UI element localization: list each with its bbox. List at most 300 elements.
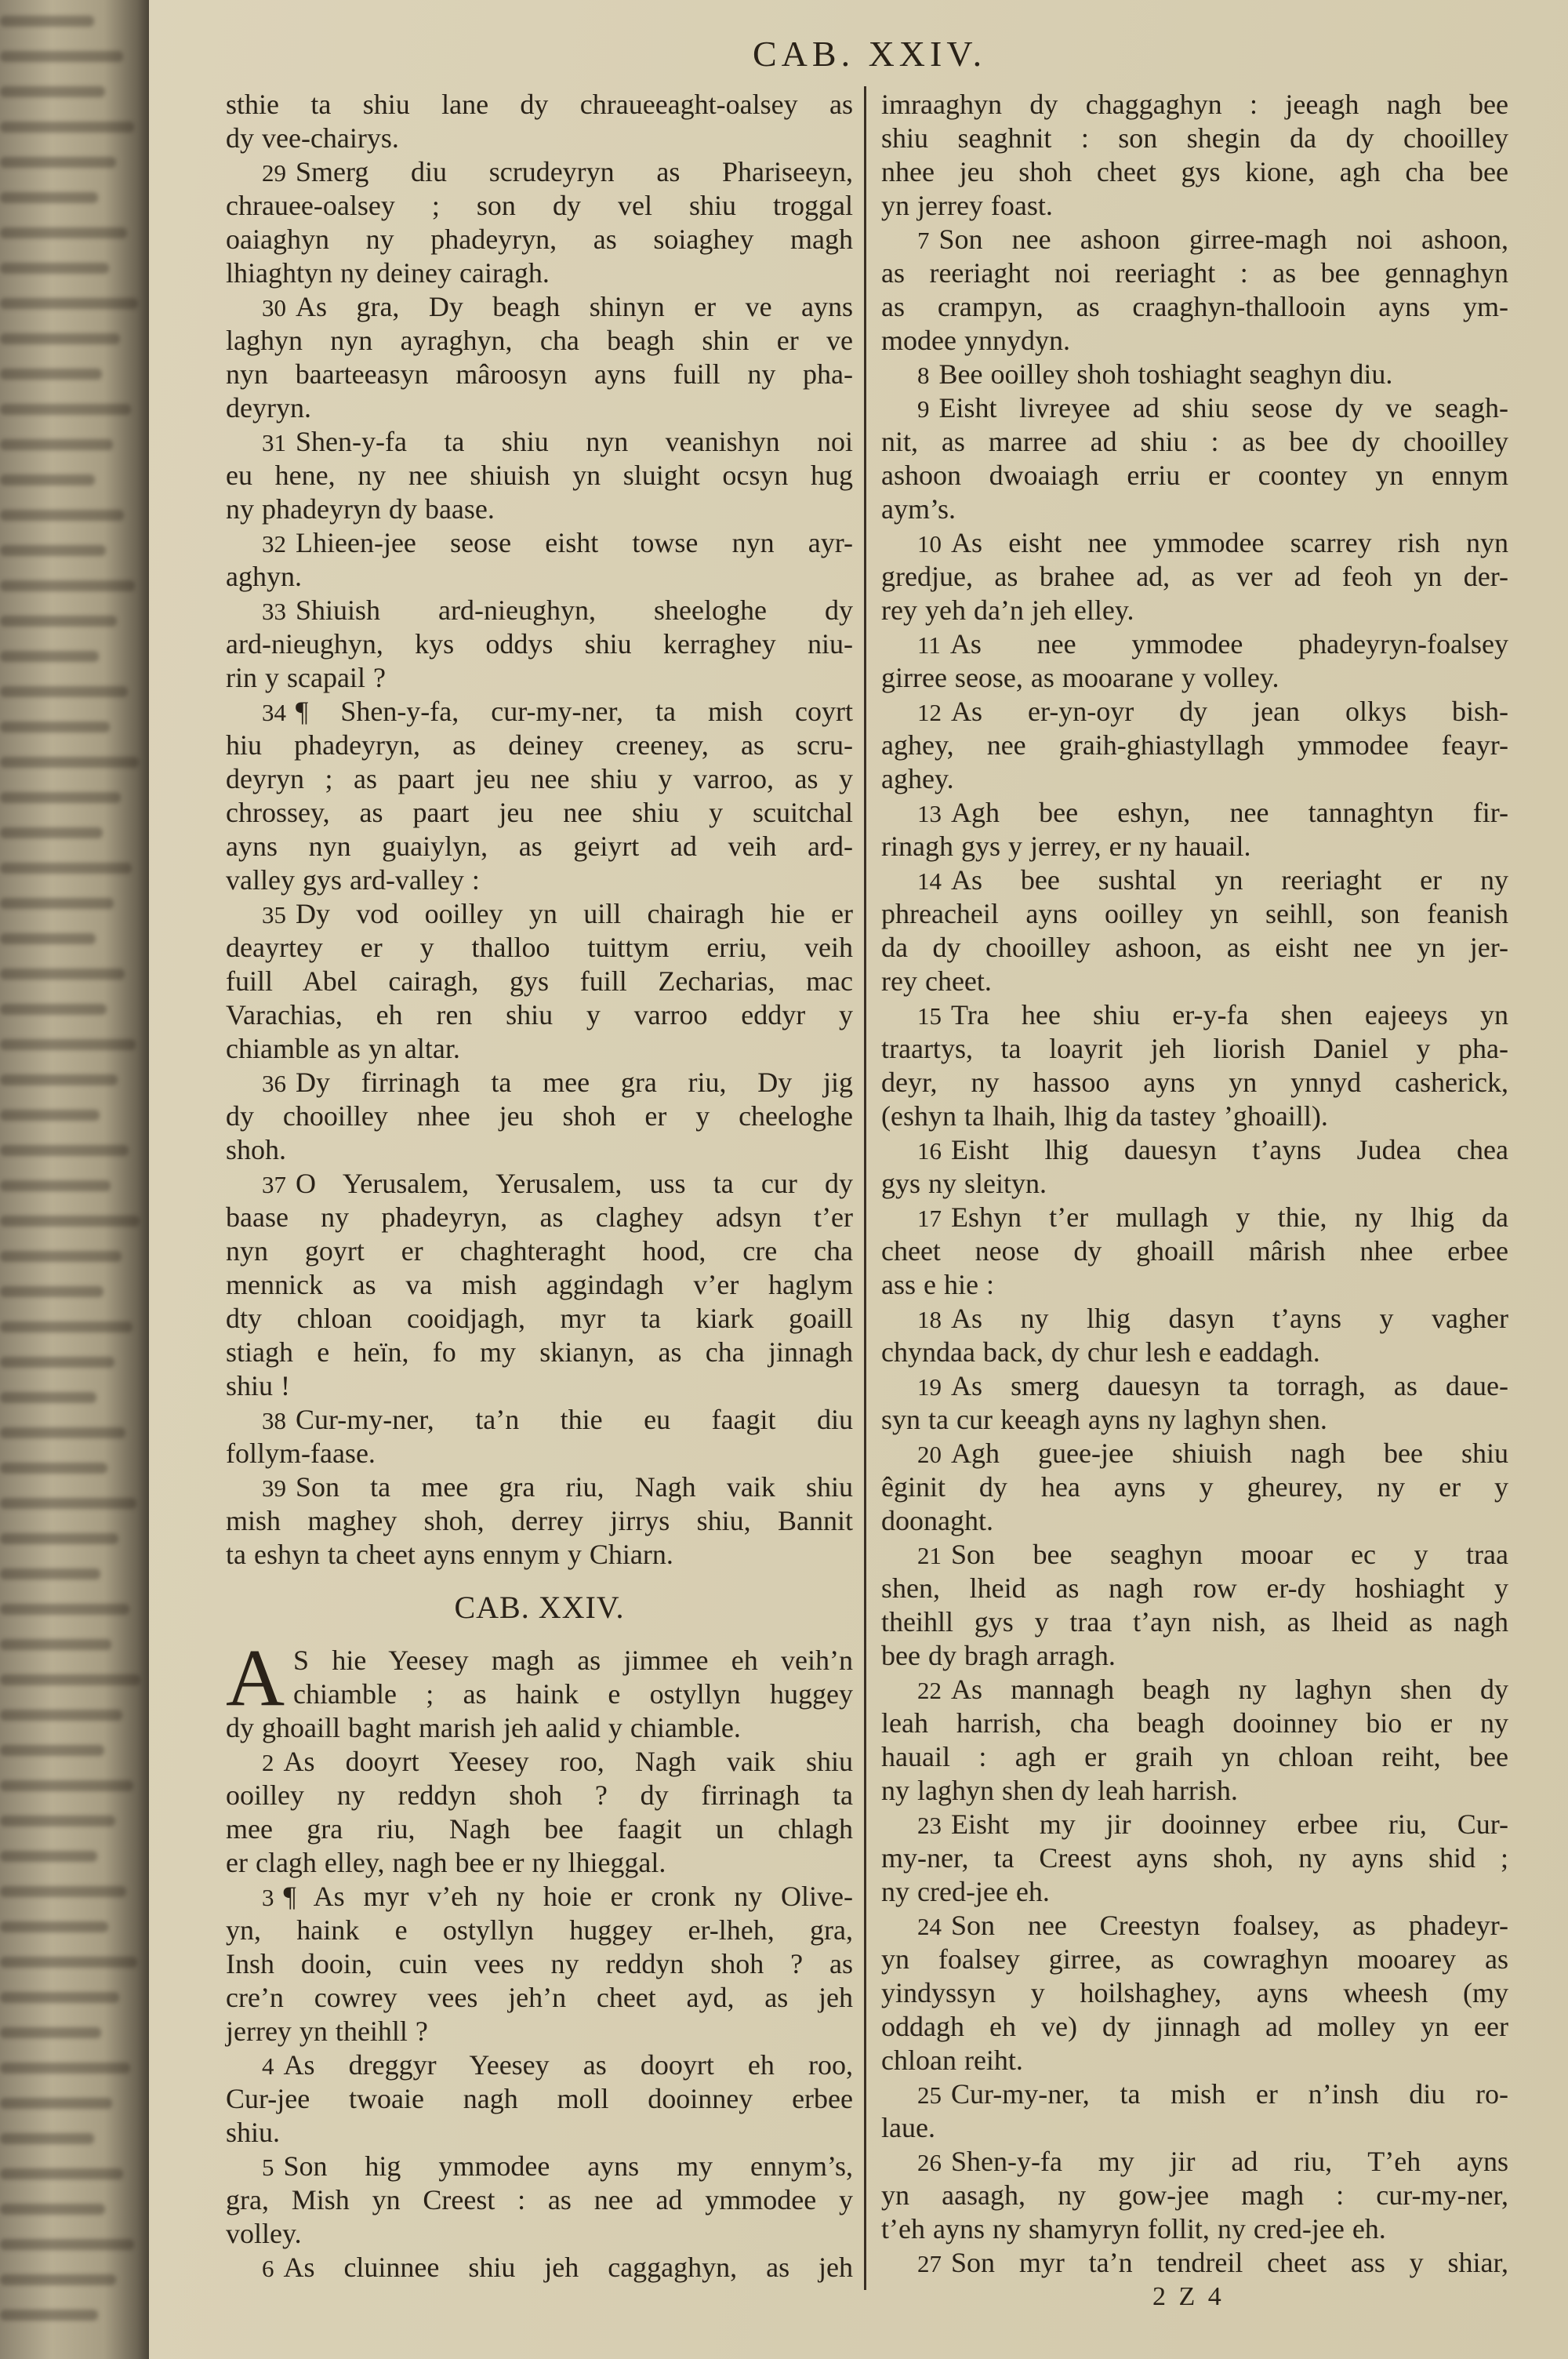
facing-page-text-blur — [0, 510, 124, 521]
text-line — [881, 1167, 1508, 1201]
facing-page-text-blur — [0, 2168, 123, 2179]
facing-page-text-blur — [0, 933, 96, 944]
signature-mark: 2 Z 4 — [1152, 2282, 1225, 2311]
text-line — [226, 2015, 853, 2048]
facing-page-text-blur — [0, 86, 105, 97]
line-text: shiu seaghnit : son shegin da dy chooilley — [881, 122, 1508, 154]
text-line — [226, 459, 853, 493]
text-line — [881, 729, 1508, 762]
line-text: oaiaghyn ny phadeyryn, as soiaghey magh — [226, 224, 853, 255]
text-line — [881, 1841, 1508, 1875]
line-text: deyryn ; as paart jeu nee shiu y varroo, as y — [226, 763, 853, 794]
line-text: imraaghyn dy chaggaghyn : jeeagh nagh bee — [881, 89, 1508, 120]
facing-page-text-blur — [0, 580, 135, 591]
text-line — [226, 897, 853, 931]
line-text: aym’s. — [881, 493, 956, 525]
right-column — [881, 88, 1508, 2280]
verse-number: 9 — [917, 395, 930, 423]
text-line — [881, 2246, 1508, 2280]
line-text: t’eh ayns ny shamyryn follit, ny cred-jee eh. — [881, 2213, 1386, 2245]
text-line — [881, 1875, 1508, 1909]
left-column — [226, 88, 853, 2284]
facing-page-text-blur — [0, 757, 139, 768]
text-line — [881, 931, 1508, 965]
line-text: chyndaa back, dy chur lesh e eaddagh. — [881, 1336, 1320, 1368]
text-line — [226, 1914, 853, 1947]
facing-page-text-blur — [0, 1604, 129, 1615]
text-line — [881, 493, 1508, 526]
line-text: deayrtey er y thalloo tuittym erriu, veih — [226, 932, 853, 963]
text-line — [226, 122, 853, 155]
text-line — [881, 2044, 1508, 2077]
running-head: CAB. XXIV. — [753, 34, 987, 74]
text-line — [881, 830, 1508, 863]
text-line — [226, 1234, 853, 1268]
facing-page-text-blur — [0, 16, 94, 27]
line-text: yn jerrey foast. — [881, 190, 1053, 221]
text-line — [226, 256, 853, 290]
text-line — [226, 830, 853, 863]
text-line — [226, 1677, 853, 1711]
line-text: as reeriaght noi reeriaght : as bee gennaghyn — [881, 257, 1508, 289]
line-text: ard-nieughyn, kys oddys shiu kerraghey niu- — [226, 628, 853, 660]
text-line — [226, 290, 853, 324]
text-line — [881, 796, 1508, 830]
text-line — [881, 1572, 1508, 1605]
text-line — [881, 1808, 1508, 1841]
text-line — [226, 526, 853, 560]
text-line — [226, 1745, 853, 1779]
line-text: Son myr ta’n tendreil cheet ass y shiar, — [951, 2247, 1508, 2278]
line-text: Eisht lhig dauesyn t’ayns Judea chea — [951, 1134, 1508, 1165]
text-line — [226, 627, 853, 661]
text-line — [881, 695, 1508, 729]
facing-page-text-blur — [0, 1921, 108, 1932]
line-text: As mannagh beagh ny laghyn shen dy — [951, 1674, 1508, 1705]
line-text: bee dy bragh arragh. — [881, 1640, 1116, 1671]
drop-cap: A — [226, 1633, 285, 1723]
line-text: Dy vod ooilley yn uill chairagh hie er — [296, 898, 853, 929]
text-line — [226, 1504, 853, 1538]
facing-page-text-blur — [0, 1639, 111, 1650]
line-text: Cur-my-ner, ta’n thie eu faagit diu — [296, 1404, 853, 1435]
text-line — [881, 1234, 1508, 1268]
facing-page-text-blur — [0, 122, 134, 133]
verse-number: 22 — [917, 1677, 942, 1704]
line-text: As er-yn-oyr dy jean olkys bish- — [951, 696, 1508, 727]
verse-number: 29 — [262, 159, 286, 187]
text-line — [881, 2077, 1508, 2111]
facing-page-text-blur — [0, 651, 99, 662]
facing-page-text-blur — [0, 1427, 125, 1438]
text-line — [881, 1369, 1508, 1403]
line-text: S hie Yeesey magh as jimmee eh veih’n — [293, 1645, 853, 1676]
line-text: ny laghyn shen dy leah harrish. — [881, 1775, 1238, 1806]
facing-page-text-blur — [0, 1851, 97, 1862]
line-text: yn foalsey girree, as cowraghyn mooarey as — [881, 1943, 1508, 1975]
text-line — [226, 2217, 853, 2251]
line-text: nyn goyrt er chaghteraght hood, cre cha — [226, 1235, 853, 1267]
facing-page-text-blur — [0, 1357, 114, 1368]
text-line — [226, 1812, 853, 1846]
text-line — [881, 425, 1508, 459]
line-text: rey yeh da’n jeh elley. — [881, 594, 1134, 626]
verse-number: 26 — [917, 2149, 942, 2176]
line-text: shiu. — [226, 2117, 281, 2148]
line-text: chrauee-oalsey ; son dy vel shiu troggal — [226, 190, 853, 221]
text-line — [226, 189, 853, 223]
text-line — [881, 594, 1508, 627]
line-text: Cur-jee twoaie nagh moll dooinney erbee — [226, 2083, 853, 2114]
verse-number: 25 — [917, 2081, 942, 2109]
line-text: ooilley ny reddyn shoh ? dy firrinagh ta — [226, 1779, 853, 1811]
text-line — [881, 391, 1508, 425]
text-line — [881, 1504, 1508, 1538]
line-text: Son ta mee gra riu, Nagh vaik shiu — [296, 1471, 853, 1503]
text-line — [226, 1167, 853, 1201]
text-line — [881, 189, 1508, 223]
facing-page-text-blur — [0, 2063, 130, 2074]
line-text: shen, lheid as nagh row er-dy hoshiaght y — [881, 1572, 1508, 1604]
line-text: gys ny sleityn. — [881, 1168, 1047, 1199]
line-text: ny cred-jee eh. — [881, 1876, 1050, 1907]
text-line — [881, 290, 1508, 324]
line-text: êginit dy hea ayns y gheurey, ny er y — [881, 1471, 1508, 1503]
facing-page-text-blur — [0, 157, 116, 168]
line-text: Varachias, eh ren shiu y varroo eddyr y — [226, 999, 853, 1030]
facing-page-text-blur — [0, 1251, 122, 1262]
facing-page-text-blur — [0, 545, 106, 556]
facing-page-text-blur — [0, 1498, 136, 1509]
facing-page-text-blur — [0, 863, 132, 874]
text-line — [881, 122, 1508, 155]
facing-page-text-blur — [0, 2133, 94, 2144]
text-line — [881, 88, 1508, 122]
text-line — [226, 324, 853, 358]
text-line — [226, 1880, 853, 1914]
text-line — [226, 2251, 853, 2284]
text-line — [881, 1403, 1508, 1437]
text-line — [881, 1943, 1508, 1976]
text-line — [881, 661, 1508, 695]
text-line — [881, 358, 1508, 391]
line-text: er clagh elley, nagh bee er ny lhieggal. — [226, 1847, 666, 1878]
text-line — [881, 1707, 1508, 1740]
text-line — [881, 256, 1508, 290]
line-text: Insh dooin, cuin vees ny reddyn shoh ? as — [226, 1948, 853, 1979]
facing-page-text-blur — [0, 1145, 129, 1156]
text-line — [881, 155, 1508, 189]
facing-page-text-blur — [0, 2310, 98, 2321]
verse-number: 39 — [262, 1474, 286, 1502]
line-text: nyn baarteeasyn mâroosyn ayns fuill ny pha- — [226, 358, 853, 390]
line-text: nhee jeu shoh cheet gys kione, agh cha bee — [881, 156, 1508, 187]
text-line — [881, 1032, 1508, 1066]
line-text: As ny lhig dasyn t’ayns y vagher — [951, 1303, 1508, 1334]
text-line — [226, 223, 853, 256]
facing-page-text-blur — [0, 792, 121, 803]
line-text: valley gys ard-valley : — [226, 864, 480, 896]
verse-number: 17 — [917, 1205, 942, 1232]
line-text: hiu phadeyryn, as deiney creeney, as scru- — [226, 729, 853, 761]
text-line — [226, 2150, 853, 2183]
text-line — [881, 223, 1508, 256]
facing-page-text-blur — [0, 1816, 115, 1826]
verse-number: 11 — [917, 631, 941, 659]
line-text: ta eshyn ta cheet ayns ennym y Chiarn. — [226, 1539, 673, 1570]
text-line — [226, 2183, 853, 2217]
verse-number: 27 — [917, 2250, 942, 2277]
facing-page-text-blur — [0, 2027, 101, 2038]
line-text: laue. — [881, 2112, 935, 2143]
verse-number: 14 — [917, 867, 942, 895]
line-text: As cluinnee shiu jeh caggaghyn, as jeh — [283, 2252, 853, 2283]
text-line — [226, 1268, 853, 1302]
facing-page-text-blur — [0, 1957, 137, 1968]
line-text: As bee sushtal yn reeriaght er ny — [951, 864, 1508, 896]
line-text: sthie ta shiu lane dy chraueeaght-oalsey as — [226, 89, 853, 120]
line-text: fuill Abel cairagh, gys fuill Zecharias, mac — [226, 965, 853, 997]
facing-page-text-blur — [0, 1886, 126, 1897]
line-text: As dooyrt Yeesey roo, Nagh vaik shiu — [283, 1746, 853, 1777]
text-line — [881, 526, 1508, 560]
facing-page-text-blur — [0, 1568, 100, 1579]
text-line — [881, 1538, 1508, 1572]
line-text: Tra hee shiu er-y-fa shen eajeeys yn — [951, 999, 1508, 1030]
facing-page-text-blur — [0, 969, 125, 980]
text-line — [226, 796, 853, 830]
line-text: baase ny phadeyryn, as claghey adsyn t’er — [226, 1201, 853, 1233]
chapter-heading: CAB. XXIV. — [454, 1590, 625, 1625]
line-text: jerrey yn theihll ? — [226, 2016, 428, 2047]
facing-page-text-blur — [0, 298, 138, 309]
line-text: da dy chooilley ashoon, as eisht nee yn jer- — [881, 932, 1508, 963]
text-line — [226, 391, 853, 425]
text-line — [881, 459, 1508, 493]
line-text: Son bee seaghyn mooar ec y traa — [951, 1539, 1508, 1570]
line-text: Son nee ashoon girree-magh noi ashoon, — [938, 224, 1508, 255]
line-text: ass e hie : — [881, 1269, 994, 1300]
line-text: shiu ! — [226, 1370, 290, 1401]
line-text: volley. — [226, 2218, 302, 2249]
text-line — [226, 1201, 853, 1234]
facing-page-text-blur — [0, 2204, 105, 2215]
text-line — [881, 1336, 1508, 1369]
text-line — [226, 1403, 853, 1437]
text-line — [226, 2048, 853, 2082]
facing-page-text-blur — [0, 1039, 136, 1050]
verse-number: 18 — [917, 1306, 942, 1333]
text-line — [226, 695, 853, 729]
text-line — [881, 1268, 1508, 1302]
text-line — [881, 1100, 1508, 1133]
line-text: Shen-y-fa ta shiu nyn veanishyn noi — [296, 426, 853, 457]
verse-number: 36 — [262, 1070, 286, 1097]
line-text: cre’n cowrey vees jeh’n cheet ayd, as jeh — [226, 1982, 853, 2013]
text-line — [226, 358, 853, 391]
verse-number: 23 — [917, 1812, 942, 1839]
text-line — [881, 1976, 1508, 2010]
line-text: cheet neose dy ghoaill mârish nhee erbee — [881, 1235, 1508, 1267]
text-line — [226, 1302, 853, 1336]
verse-number: 10 — [917, 530, 942, 558]
verse-number: 20 — [917, 1441, 942, 1468]
verse-number: 4 — [262, 2052, 274, 2080]
text-line — [226, 2082, 853, 2116]
line-text: rinagh gys y jerrey, er ny hauail. — [881, 831, 1251, 862]
facing-page-text-blur — [0, 1392, 96, 1403]
text-line — [881, 627, 1508, 661]
line-text: aghey, nee graih-ghiastyllagh ymmodee feayr- — [881, 729, 1508, 761]
facing-page-text-blur — [0, 439, 113, 450]
facing-page-text-blur — [0, 474, 95, 485]
line-text: Eshyn t’er mullagh y thie, ny lhig da — [951, 1201, 1508, 1233]
verse-number: 24 — [917, 1913, 942, 1940]
line-text: dy ghoaill baght marish jeh aalid y chiamble. — [226, 1712, 741, 1743]
facing-page-text-blur — [0, 1710, 122, 1721]
line-text: Agh bee eshyn, nee tannaghtyn fir- — [951, 797, 1508, 828]
text-line — [226, 1133, 853, 1167]
line-text: ny phadeyryn dy baase. — [226, 493, 495, 525]
line-text: traartys, ta loayrit jeh liorish Daniel y pha- — [881, 1033, 1508, 1064]
line-text: gra, Mish yn Creest : as nee ad ymmodee y — [226, 2184, 853, 2215]
line-text: yn aasagh, ny gow-jee magh : cur-my-ner, — [881, 2179, 1508, 2211]
text-line — [881, 1437, 1508, 1470]
line-text: rey cheet. — [881, 965, 992, 997]
line-text: Lhieen-jee seose eisht towse nyn ayr- — [296, 527, 853, 558]
text-line — [226, 1846, 853, 1880]
line-text: mish maghey shoh, derrey jirrys shiu, Bannit — [226, 1505, 853, 1536]
line-text: Cur-my-ner, ta mish er n’insh diu ro- — [951, 2078, 1508, 2110]
text-line — [881, 1639, 1508, 1673]
line-text: theihll gys y traa t’ayn nish, as lheid as nagh — [881, 1606, 1508, 1637]
facing-page-text-blur — [0, 1533, 118, 1544]
line-text: Smerg diu scrudeyryn as Phariseeyn, — [296, 156, 853, 187]
text-line — [881, 2212, 1508, 2246]
text-line — [881, 1201, 1508, 1234]
text-line — [226, 1947, 853, 1981]
text-line — [226, 425, 853, 459]
line-text: As nee ymmodee phadeyryn-foalsey — [949, 628, 1508, 660]
text-line — [881, 324, 1508, 358]
verse-number: 15 — [917, 1002, 942, 1030]
text-line — [881, 1673, 1508, 1707]
facing-page-edge — [0, 0, 149, 2359]
text-line — [881, 1605, 1508, 1639]
text-line — [226, 863, 853, 897]
facing-page-text-blur — [0, 51, 123, 62]
line-text: Eisht my jir dooinney erbee riu, Cur- — [951, 1808, 1508, 1840]
facing-page-text-blur — [0, 2098, 112, 2109]
line-text: aghyn. — [226, 561, 302, 592]
text-line — [881, 2145, 1508, 2179]
facing-page-text-blur — [0, 1674, 140, 1685]
text-line — [226, 965, 853, 998]
text-line — [881, 1133, 1508, 1167]
verse-number: 6 — [262, 2255, 274, 2282]
line-text: mee gra riu, Nagh bee faagit un chlagh — [226, 1813, 853, 1845]
line-text: As dreggyr Yeesey as dooyrt eh roo, — [283, 2049, 853, 2081]
facing-page-text-blur — [0, 1780, 133, 1791]
line-text: doonaght. — [881, 1505, 993, 1536]
text-line — [226, 88, 853, 122]
verse-number: 33 — [262, 598, 286, 625]
text-line — [226, 1711, 853, 1745]
facing-page-text-blur — [0, 1745, 104, 1756]
line-text: ¶ As myr v’eh ny hoie er cronk ny Olive- — [283, 1881, 853, 1912]
text-line — [226, 1336, 853, 1369]
line-text: Shen-y-fa my jir ad riu, T’eh ayns — [951, 2146, 1508, 2177]
verse-number: 38 — [262, 1407, 286, 1434]
line-text: chiamble as yn altar. — [226, 1033, 460, 1064]
facing-page-text-blur — [0, 333, 120, 344]
line-text: dty chloan cooidjagh, myr ta kiark goaill — [226, 1303, 853, 1334]
facing-page-text-blur — [0, 827, 103, 838]
facing-page-text-blur — [0, 1992, 119, 2003]
verse-number: 2 — [262, 1749, 274, 1776]
line-text: As smerg dauesyn ta torragh, as daue- — [951, 1370, 1508, 1401]
line-text: oddagh eh ve) dy jinnagh ad molley yn eer — [881, 2011, 1508, 2042]
facing-page-text-blur — [0, 1004, 107, 1015]
line-text: yn, haink e ostyllyn huggey er-lheh, gra, — [226, 1914, 853, 1946]
verse-number: 5 — [262, 2154, 274, 2181]
line-text: laghyn nyn ayraghyn, cha beagh shin er ve — [226, 325, 853, 356]
text-line — [881, 863, 1508, 897]
line-text: lhiaghtyn ny deiney cairagh. — [226, 257, 550, 289]
facing-page-text-blur — [0, 2239, 134, 2250]
text-line — [881, 1740, 1508, 1774]
line-text: Agh guee-jee shiuish nagh bee shiu — [951, 1438, 1508, 1469]
verse-number: 3 — [262, 1884, 274, 1911]
facing-page-text-blur — [0, 1110, 100, 1121]
text-line — [881, 560, 1508, 594]
facing-page-text-blur — [0, 263, 109, 274]
line-text: eu hene, ny nee shiuish yn sluight ocsyn hug — [226, 460, 853, 491]
line-text: Bee ooilley shoh toshiaght seaghyn diu. — [938, 358, 1393, 390]
verse-number: 30 — [262, 294, 286, 322]
text-line — [881, 2179, 1508, 2212]
facing-page-text-blur — [0, 2274, 116, 2285]
line-text: my-ner, ta Creest ayns shoh, ny ayns shid ; — [881, 1842, 1508, 1874]
line-text: (eshyn ta lhaih, lhig da tastey ’ghoaill). — [881, 1100, 1328, 1132]
line-text: Dy firrinagh ta mee gra riu, Dy jig — [296, 1067, 853, 1098]
line-text: nit, as marree ad shiu : as bee dy chooilley — [881, 426, 1508, 457]
text-line — [226, 1538, 853, 1572]
verse-number: 19 — [917, 1373, 942, 1401]
text-line — [881, 965, 1508, 998]
line-text: modee ynnydyn. — [881, 325, 1070, 356]
text-line — [226, 931, 853, 965]
column-divider — [864, 86, 866, 2290]
line-text: leah harrish, cha beagh dooinney bio er ny — [881, 1707, 1508, 1739]
line-text: deyryn. — [226, 392, 311, 423]
facing-page-text-blur — [0, 1216, 140, 1227]
line-text: hauail : agh er graih yn chloan reiht, bee — [881, 1741, 1508, 1772]
line-text: chloan reiht. — [881, 2045, 1023, 2076]
verse-number: 16 — [917, 1137, 942, 1165]
facing-page-text-blur — [0, 722, 110, 732]
line-text: O Yerusalem, Yerusalem, uss ta cur dy — [296, 1168, 853, 1199]
line-text: dy vee-chairys. — [226, 122, 399, 154]
line-text: dy chooilley nhee jeu shoh er y cheeloghe — [226, 1100, 853, 1132]
line-text: mennick as va mish aggindagh v’er haglym — [226, 1269, 853, 1300]
line-text: chrossey, as paart jeu nee shiu y scuitchal — [226, 797, 853, 828]
line-text: shoh. — [226, 1134, 287, 1165]
line-text: deyr, ny hassoo ayns yn ynnyd casherick, — [881, 1067, 1508, 1098]
verse-number: 31 — [262, 429, 286, 456]
text-line — [881, 762, 1508, 796]
text-line — [226, 1437, 853, 1470]
